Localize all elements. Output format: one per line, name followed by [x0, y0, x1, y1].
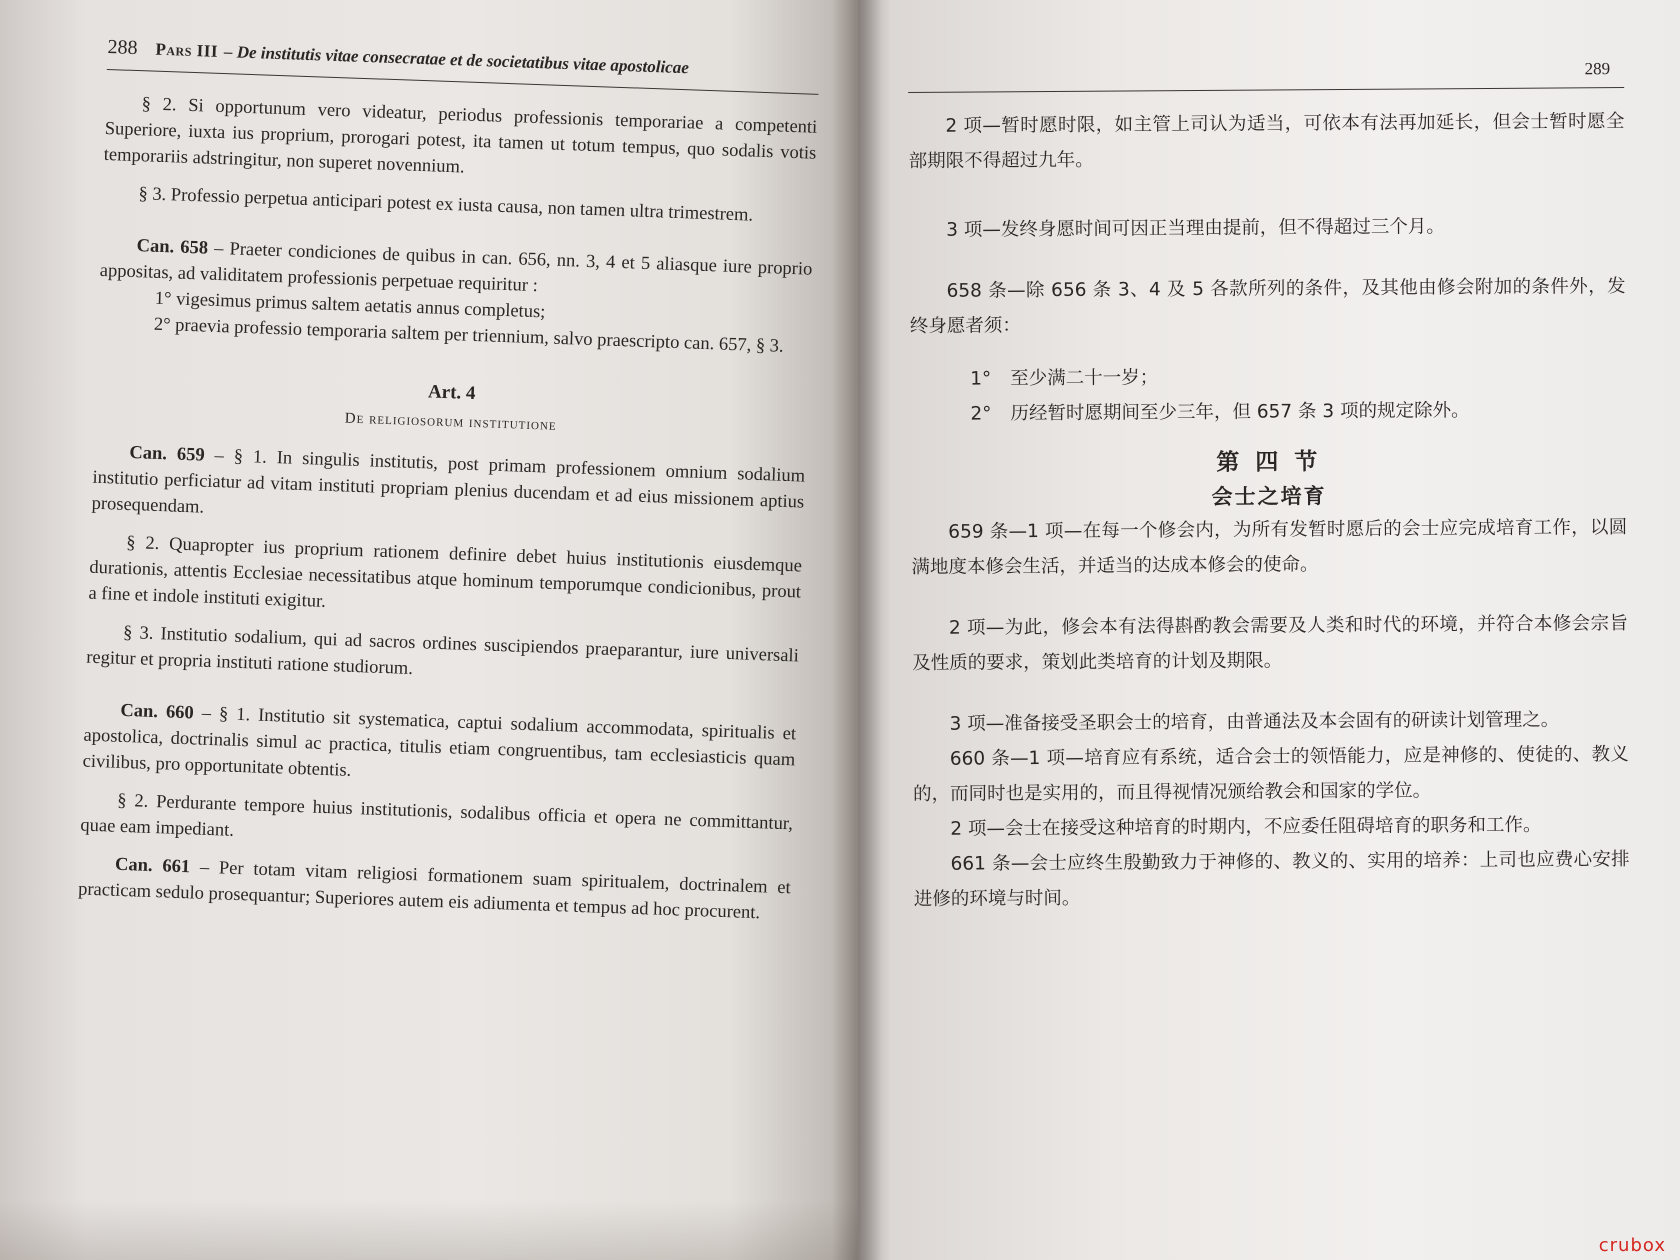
- canon-660-2: § 2. Perdurante tempore huius institutionis, sodalibus officia et opera ne committantur, quae eam impediant.: [80, 790, 794, 841]
- right-page-number: 289: [1584, 59, 1611, 79]
- section-title: 第 四 节: [1216, 449, 1322, 476]
- canon-658-text: – Praeter condiciones de quibus in can. 656, nn. 3, 4 et 5 aliasque iure proprio appositas, ad validitatem professionis perpetuae requiritur :: [99, 238, 813, 297]
- canon-659-3: § 3. Institutio sodalium, qui ad sacros ordines suscipiendos praeparantur, iure universali regitur et propria instituti ratione studiorum.: [85, 622, 800, 680]
- left-page-number: 288: [107, 36, 138, 60]
- header-title: – De institutis vitae consecratae et de societatibus vitae apostolicae: [223, 42, 690, 78]
- art-title: Art. 4: [427, 381, 476, 405]
- book-gutter: [832, 0, 882, 1260]
- cn-canon-660-1: 660 条—1 项—培育应有系统，适合会士的领悟能力，应是神修的、使徒的、教义的，而同时也是实用的，而且得视情况颁给教会和国家的学位。: [913, 743, 1629, 805]
- bottom-shadow: [0, 1200, 858, 1260]
- art-subtitle: De religiosorum institutione: [344, 410, 557, 434]
- cn-item-1-text: 至少满二十一岁；: [1010, 367, 1159, 390]
- cn-canon-660-2: 2 项—会士在接受这种培育的时期内，不应委任阻碍培育的职务和工作。: [950, 814, 1542, 840]
- watermark: crubox: [1598, 1235, 1666, 1256]
- cn-paragraph-1: 2 项—暂时愿时限，如主管上司认为适当，可依本有法再加延长，但会士暂时愿全部期限不得超过九年。: [908, 111, 1625, 172]
- right-page: [858, 0, 1680, 1260]
- cn-canon-661: 661 条—会士应终生殷勤致力于神修的、教义的、实用的培养：上司也应费心安排进修的环境与时间。: [913, 848, 1630, 910]
- canon-659-2: § 2. Quapropter ius proprium rationem definire debet huius institutionis eiusdemque durationis, attentis Ecclesiae necessitatibus atque hominum temporumque condicionibus, prout a fine et indole instituti exigitur.: [88, 532, 803, 612]
- cn-canon-659-1: 659 条—1 项—在每一个修会内，为所有发暂时愿后的会士应完成培育工作，以圆满地度本修会生活，并适当的达成本修会的使命。: [911, 516, 1628, 578]
- paragraph-657-3: § 3. Professio perpetua anticipari potest ex iusta causa, non tamen ultra trimestrem.: [138, 184, 754, 226]
- canon-661-text: – Per totam vitam religiosi formationem suam spiritualem, doctrinalem et practicam sedulo prosequantur; Superiores autem eis adiumenta et tempus ad hoc procurent.: [77, 857, 792, 924]
- cn-item-1: [910, 357, 1626, 397]
- cn-item-2-number: 2°: [970, 403, 992, 425]
- cn-item-2-text: 历经暂时愿期间至少三年，但 657 条 3 项的规定除外。: [1010, 400, 1470, 425]
- cn-canon-659-2: 2 项—为此，修会本有法得斟酌教会需要及人类和时代的环境，并符合本修会宗旨及性质的要求，策划此类培育的计划及期限。: [912, 612, 1628, 674]
- header-pars: Pars III: [155, 39, 219, 61]
- section-subtitle: 会士之培育: [1211, 484, 1327, 509]
- left-page-text: [78, 36, 820, 927]
- canon-661-label: Can. 661: [114, 854, 191, 878]
- canon-658-item-1: 1° vigesimus primus saltem aetatis annus completus;: [154, 288, 546, 323]
- paragraph-657-2: § 2. Si opportunum vero videatur, periodus professionis temporariae a competenti Superiore, iuxta ius proprium, prorogari potest, ita tamen ut totum tempus, quo sodalis votis temporariis adstringitur, non superet novennium.: [103, 94, 818, 178]
- right-page-text: [908, 59, 1630, 917]
- cn-canon-659-3: 3 项—准备接受圣职会士的培育，由普通法及本会固有的研读计划管理之。: [949, 709, 1560, 735]
- canon-659-label: Can. 659: [129, 443, 205, 466]
- cn-canon-658: 658 条—除 656 条 3、4 及 5 各款所列的条件，及其他由修会附加的条件外，发终身愿者须：: [909, 275, 1626, 337]
- cn-item-2: [910, 392, 1626, 432]
- canon-660-label: Can. 660: [120, 700, 195, 724]
- canon-660-text: – § 1. Institutio sit systematica, captui sodalium accommodata, spiritualis et apostolica, doctrinalis simul ac practica, titulis etiam congruentibus, tam ecclesiasticis quam civilibus, pro opportunitate obtentis.: [82, 703, 797, 781]
- cn-item-1-number: 1°: [970, 368, 992, 390]
- canon-659-text: – § 1. In singulis institutis, post primam professionem omnium sodalium institutio perficiatur ad vitam instituti propriam plenius ducendam et ad eius missionem aptius prosequendam.: [91, 445, 806, 518]
- cn-paragraph-2: 3 项—发终身愿时间可因正当理由提前，但不得超过三个月。: [946, 216, 1445, 241]
- canon-658-label: Can. 658: [136, 236, 209, 259]
- canon-658-item-2: 2° praevia professio temporaria saltem per triennium, salvo praescripto can. 657, § 3.: [153, 314, 784, 357]
